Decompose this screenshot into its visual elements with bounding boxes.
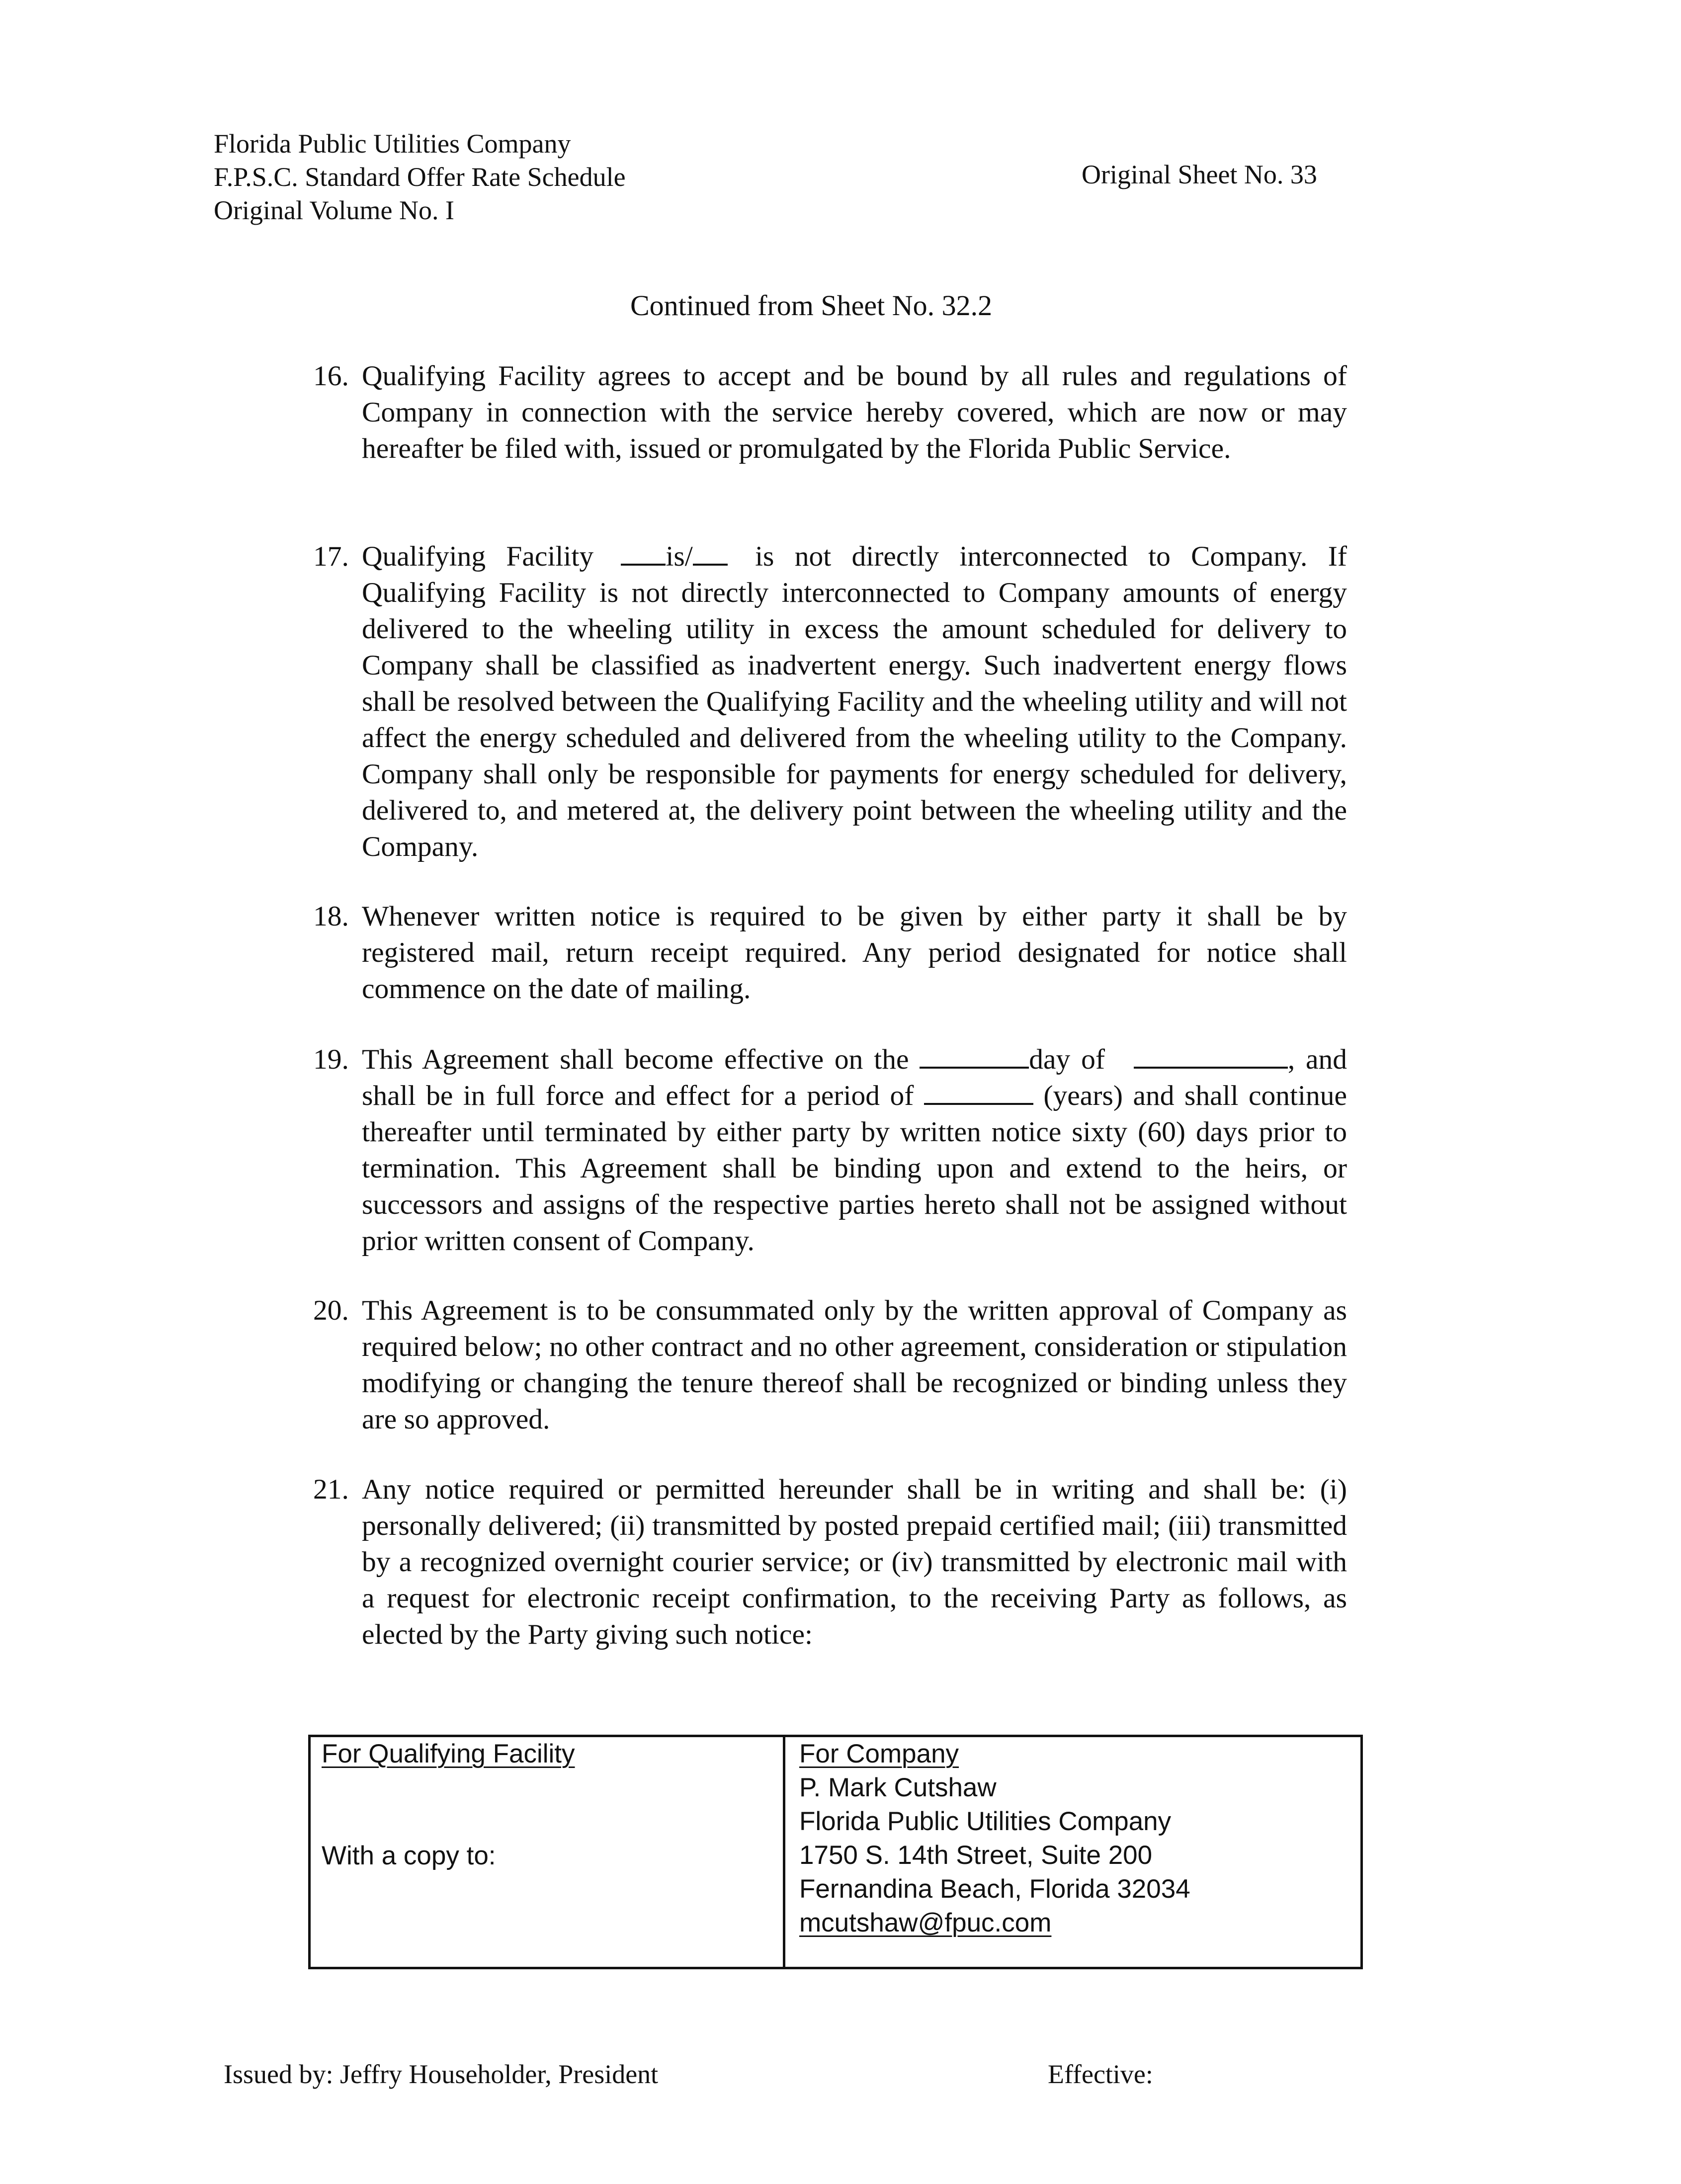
company-name: Florida Public Utilities Company (214, 129, 571, 159)
clause-text: This Agreement is to be consummated only by the written approval of Company as required below; no other contract and no other agreement, consideration or stipulation modifying or changing the tenure thereof shall be recognized or binding unless they are so approved. (362, 1295, 1347, 1435)
clause-text (362, 538, 1347, 865)
effective-label: Effective: (1048, 2059, 1153, 2089)
clause-number: 16. (313, 360, 349, 392)
clause-19-part3: , (1287, 1044, 1295, 1075)
contact-email-link[interactable]: mcutshaw@fpuc.com (799, 1908, 1052, 1937)
clause-17-rest: is not directly interconnected to Company. If Qualifying Facility is not directly interconnected to Company amounts of energy delivered to the wheeling utility in excess the amount scheduled for delivery to Company shall be classified as inadvertent energy. Such inadvertent energy flows shall be resolved between the Qualifying Facility and the wheeling utility and will not affect the energy scheduled and delivered from the wheeling utility to the Company. Company shall only be responsible for payments for energy scheduled for delivery, delivered to, and metered at, the delivery point between the wheeling utility and the Company. (362, 541, 1347, 862)
clause-number: 21. (313, 1474, 349, 1505)
contact-street: 1750 S. 14th Street, Suite 200 (799, 1841, 1153, 1870)
header-left (214, 127, 626, 227)
is-blank[interactable] (621, 539, 666, 566)
effective-month-blank[interactable] (1134, 1042, 1288, 1069)
volume-number: Original Volume No. I (214, 195, 454, 225)
clause-text: Qualifying Facility agrees to accept and be bound by all rules and regulations of Company in connection with the service hereby covered, which are now or may hereafter be filed with, issued or promulgated by the Florida Public Service. (362, 360, 1347, 464)
clause-number: 18. (313, 901, 349, 932)
clause-20 (313, 1292, 1347, 1437)
company-cell (785, 1737, 1360, 1967)
copy-to-label: With a copy to: (322, 1841, 496, 1870)
sheet-number: Original Sheet No. 33 (1082, 160, 1317, 189)
clause-19 (313, 1041, 1347, 1259)
contact-city: Fernandina Beach, Florida 32034 (799, 1874, 1190, 1904)
rate-schedule: F.P.S.C. Standard Offer Rate Schedule (214, 162, 626, 192)
contact-name: P. Mark Cutshaw (799, 1773, 997, 1802)
clause-text: Any notice required or permitted hereunder shall be in writing and shall be: (i) personally delivered; (ii) transmitted by posted prepaid certified mail; (iii) transmitted by a recognized overnight courier service; or (iv) transmitted by electronic mail with a request for electronic receipt confirmation, to the receiving Party as follows, as elected by the Party giving such notice: (362, 1474, 1347, 1650)
is-not-blank[interactable] (693, 539, 728, 566)
clause-21 (313, 1471, 1347, 1653)
effective-day-blank[interactable] (920, 1042, 1029, 1069)
clause-text: Whenever written notice is required to be given by either party it shall be by registered mail, return receipt required. Any period designated for notice shall commence on the date of mailing. (362, 901, 1347, 1005)
issued-by: Issued by: Jeffry Householder, President (224, 2059, 659, 2089)
is-label: is/ (666, 541, 693, 572)
notice-table (308, 1735, 1363, 1969)
qualifying-facility-heading: For Qualifying Facility (322, 1739, 575, 1768)
clause-18 (313, 898, 1347, 1007)
clause-text (362, 1041, 1347, 1259)
contact-company: Florida Public Utilities Company (799, 1807, 1172, 1836)
clause-19-part1: This Agreement shall become effective on the (362, 1044, 909, 1075)
clause-19-part5: (years) and shall continue thereafter until terminated by either party by written notice sixty (60) days prior to termination. This Agreement shall be binding upon and extend to the heirs, or successors and assigns of the respective parties hereto shall not be assigned without prior written consent of Company. (362, 1080, 1347, 1257)
qualifying-facility-cell (311, 1737, 785, 1967)
clause-19-part2: day of (1029, 1044, 1105, 1075)
term-years-blank[interactable] (924, 1078, 1033, 1105)
company-heading: For Company (799, 1739, 959, 1768)
clause-19-part4: and shall be in full force and effect for a period of (362, 1044, 1347, 1111)
clause-17-lead: Qualifying Facility (362, 541, 594, 572)
clause-number: 20. (313, 1295, 349, 1326)
continued-note: Continued from Sheet No. 32.2 (630, 289, 993, 322)
clause-17 (313, 538, 1347, 865)
clause-16 (313, 358, 1347, 467)
clause-number: 19. (313, 1044, 349, 1075)
clause-number: 17. (313, 541, 349, 572)
